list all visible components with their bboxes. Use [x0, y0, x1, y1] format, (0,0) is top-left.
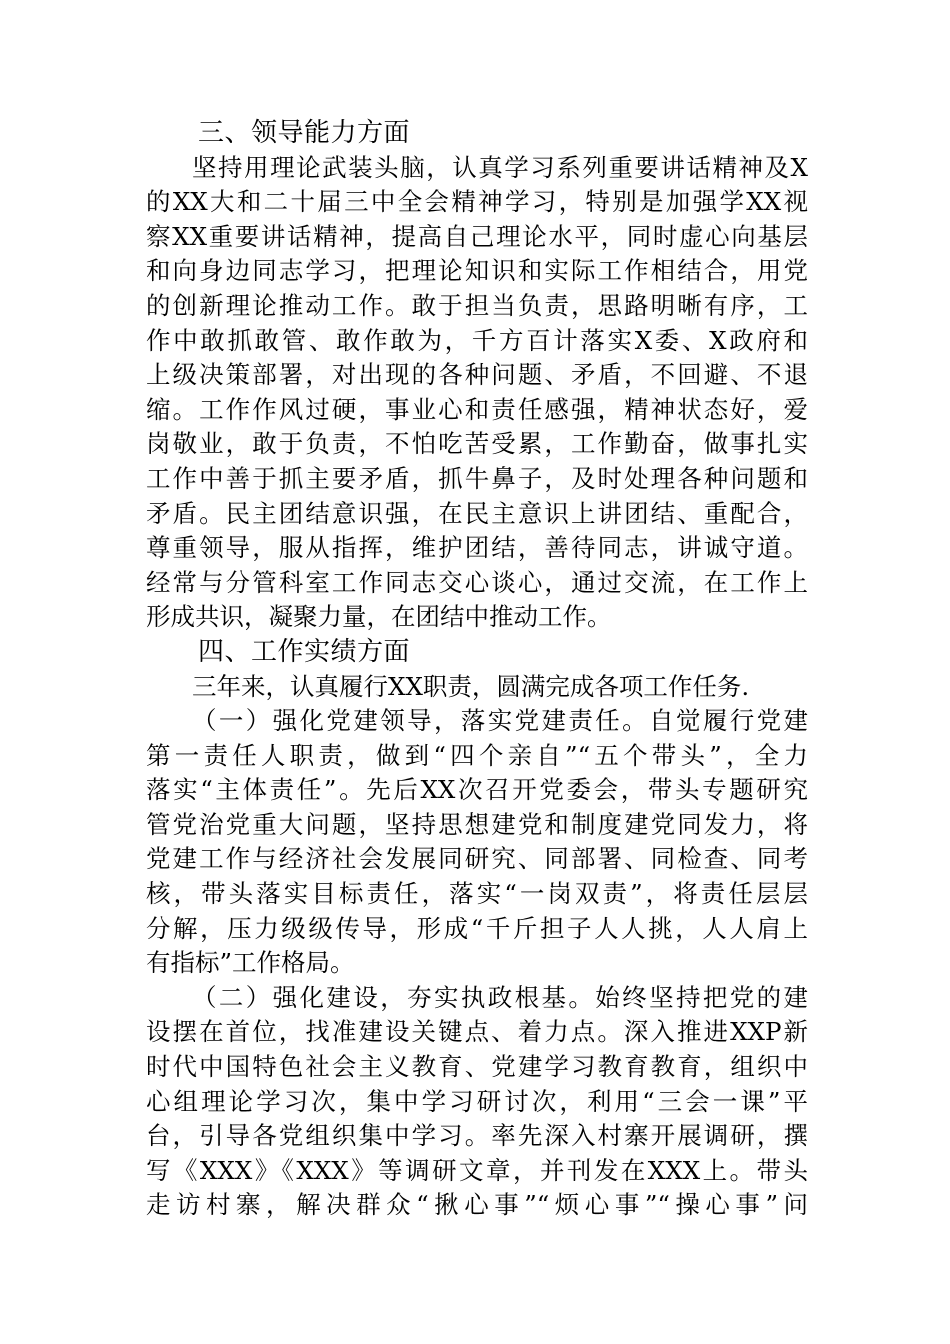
paragraph-party-building	[146, 981, 808, 1223]
text-line: 落实“主体责任”。先后XX次召开党委会，带头专题研究	[146, 775, 808, 805]
text-line: 坚持用理论武装头脑，认真学习系列重要讲话精神及X	[192, 152, 808, 182]
text-line: 党建工作与经济社会发展同研究、同部署、同检查、同考	[146, 844, 808, 874]
text-line: 岗敬业，敢于负责，不怕吃苦受累，工作勤奋，做事扎实	[146, 429, 808, 459]
text-line: 时代中国特色社会主义教育、党建学习教育教育，组织中	[146, 1052, 808, 1082]
text-line: 的XX大和二十届三中全会精神学习，特别是加强学XX视	[146, 187, 808, 217]
text-line: 矛盾。民主团结意识强，在民主意识上讲团结、重配合，	[146, 498, 808, 528]
text-line: 缩。工作作风过硬，事业心和责任感强，精神状态好，爱	[146, 394, 808, 424]
text-line: 作中敢抓敢管、敢作敢为，千方百计落实X委、X政府和	[146, 325, 808, 355]
text-line: 心组理论学习次，集中学习研讨次，利用“三会一课”平	[146, 1086, 808, 1116]
document-body	[146, 116, 808, 1223]
text-line: 和向身边同志学习，把理论知识和实际工作相结合，用党	[146, 256, 808, 286]
text-line: 核，带头落实目标责任，落实“一岗双责”，将责任层层	[146, 879, 808, 909]
text-line: 的创新理论推动工作。敢于担当负责，思路明晰有序，工	[146, 290, 808, 320]
text-line: 第一责任人职责，做到“四个亲自”“五个带头”，全力	[146, 740, 808, 770]
text-line: 台，引导各党组织集中学习。率先深入村寨开展调研，撰	[146, 1121, 808, 1151]
text-line: （一）强化党建领导，落实党建责任。自觉履行党建	[192, 706, 808, 736]
paragraph-party-leadership	[146, 704, 808, 981]
text-line: 分解，压力级级传导，形成“千斤担子人人挑，人人肩上	[146, 913, 808, 943]
text-line: 走访村寨，解决群众“揪心事”“烦心事”“操心事”问	[146, 1190, 808, 1220]
text-line: 上级决策部署，对出现的各种问题、矛盾，不回避、不退	[146, 360, 808, 390]
text-line: 有指标”工作格局。	[146, 948, 355, 978]
section-heading-achievements: 四、工作实绩方面	[198, 636, 411, 667]
text-line: （二）强化建设，夯实执政根基。始终坚持把党的建	[192, 982, 808, 1012]
text-line: 经常与分管科室工作同志交心谈心，通过交流，在工作上	[146, 567, 808, 597]
text-line: 尊重领导，服从指挥，维护团结，善待同志，讲诚守道。	[146, 533, 808, 563]
paragraph-leadership	[146, 151, 808, 635]
text-line: 形成共识，凝聚力量，在团结中推动工作。	[146, 602, 612, 632]
section-intro: 三年来，认真履行XX职责，圆满完成各项工作任务.	[192, 671, 750, 701]
text-line: 工作中善于抓主要矛盾，抓牛鼻子，及时处理各种问题和	[146, 463, 808, 493]
text-line: 察XX重要讲话精神，提高自己理论水平，同时虚心向基层	[146, 221, 808, 251]
text-line: 写《XXX》《XXX》等调研文章，并刊发在XXX上。带头	[146, 1155, 808, 1185]
text-line: 管党治党重大问题，坚持思想建党和制度建党同发力，将	[146, 809, 808, 839]
text-line: 设摆在首位，找准建设关键点、着力点。深入推进XXP新	[146, 1017, 808, 1047]
section-heading-leadership: 三、领导能力方面	[198, 118, 411, 148]
